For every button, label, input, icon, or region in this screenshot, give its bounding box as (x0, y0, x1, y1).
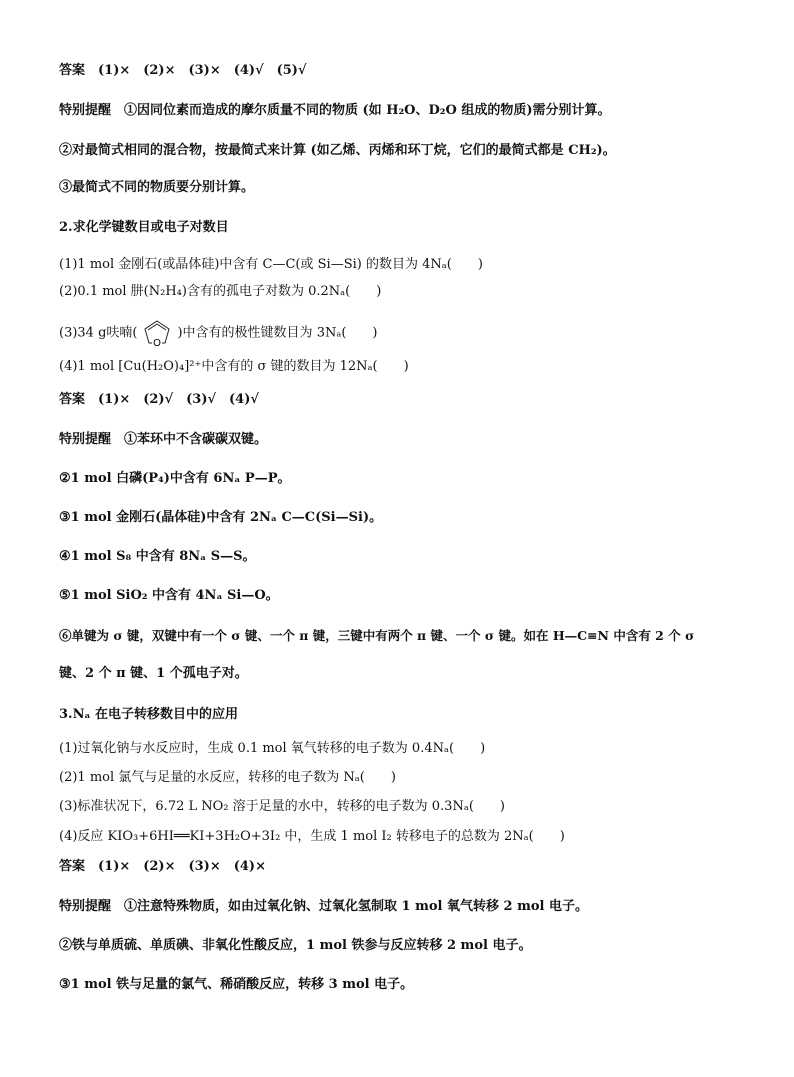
section-heading: 2.求化学键数目或电子对数目 (59, 220, 229, 235)
question: (1)过氧化钠与水反应时，生成 0.1 mol 氧气转移的电子数为 0.4Nₐ( ) (59, 741, 486, 756)
question: (2)0.1 mol 肼(N₂H₄)含有的孤电子对数为 0.2Nₐ( ) (59, 284, 382, 299)
answer-line: 答案 (1)× (2)× (3)× (4)× (59, 859, 266, 874)
tip-text: 键、2 个 π 键、1 个孤电子对。 (59, 666, 248, 681)
tip-text: 特别提醒 ①因同位素而造成的摩尔质量不同的物质 (如 H₂O、D₂O 组成的物质)需分别计算。 (59, 103, 611, 118)
answer-line: 答案 (1)× (2)× (3)× (4)√ (5)√ (59, 63, 307, 78)
tip-text: ⑥单键为 σ 键，双键中有一个 σ 键、一个 π 键，三键中有两个 π 键、一个 σ 键。如在 H—C≡N 中含有 2 个 σ (59, 628, 695, 643)
tip-text: ③1 mol 铁与足量的氯气、稀硝酸反应，转移 3 mol 电子。 (59, 977, 414, 992)
answer-line: 答案 (1)× (2)√ (3)√ (4)√ (59, 392, 259, 407)
tip-text: ④1 mol S₈ 中含有 8Nₐ S—S。 (59, 549, 256, 564)
tip-text: ③1 mol 金刚石(晶体硅)中含有 2Nₐ C—C(Si—Si)。 (59, 510, 383, 525)
question: (2)1 mol 氯气与足量的水反应，转移的电子数为 Nₐ( ) (59, 770, 396, 785)
question: (3)标准状况下，6.72 L NO₂ 溶于足量的水中，转移的电子数为 0.3Nₐ( ) (59, 799, 505, 814)
question: (1)1 mol 金刚石(或晶体硅)中含有 C—C(或 Si—Si) 的数目为 4Nₐ( ) (59, 257, 483, 272)
tip-text: ⑤1 mol SiO₂ 中含有 4Nₐ Si—O。 (59, 588, 279, 603)
tip-text: 特别提醒 ①注意特殊物质，如由过氧化钠、过氧化氢制取 1 mol 氧气转移 2 mol 电子。 (59, 899, 588, 914)
section-heading: 3.Nₐ 在电子转移数目中的应用 (59, 707, 239, 722)
question: (4)1 mol [Cu(H₂O)₄]²⁺中含有的 σ 键的数目为 12Nₐ( ) (59, 359, 409, 374)
question-text: )中含有的极性键数目为 3Nₐ( ) (177, 325, 378, 341)
tip-text: ②对最简式相同的混合物，按最简式来计算 (如乙烯、丙烯和环丁烷，它们的最简式都是 CH₂)。 (59, 143, 616, 158)
oxygen-label: O (153, 338, 162, 349)
tip-text: ②铁与单质硫、单质碘、非氧化性酸反应，1 mol 铁参与反应转移 2 mol 电子。 (59, 938, 532, 953)
furan-structure-icon (138, 316, 176, 350)
question-text: (3)34 g呋喃( (59, 325, 138, 341)
question-furan (59, 316, 378, 351)
tip-text: ②1 mol 白磷(P₄)中含有 6Nₐ P—P。 (59, 471, 291, 486)
tip-text: ③最简式不同的物质要分别计算。 (59, 180, 255, 195)
question: (4)反应 KIO₃+6HI══KI+3H₂O+3I₂ 中，生成 1 mol I₂ 转移电子的总数为 2Nₐ( ) (59, 829, 565, 844)
tip-text: 特别提醒 ①苯环中不含碳碳双键。 (59, 432, 268, 447)
